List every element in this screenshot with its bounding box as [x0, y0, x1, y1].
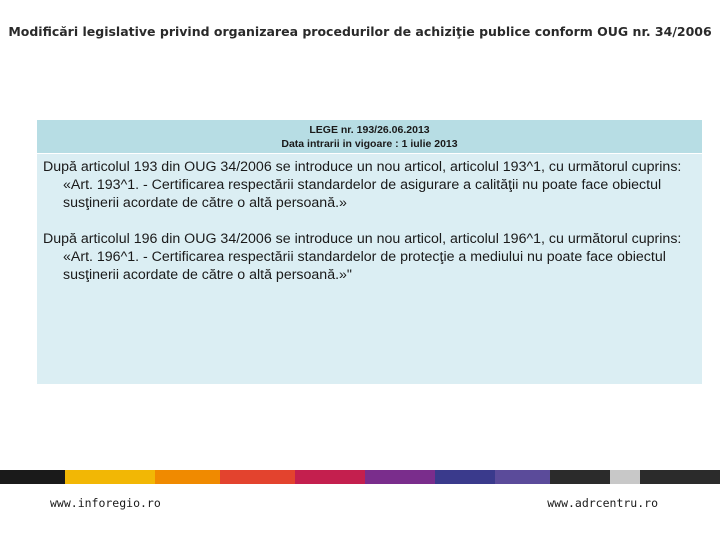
slide-title: Modificări legislative privind organizarea procedurilor de achiziţie publice conform OUG nr. 34/2006 — [8, 24, 712, 39]
law-number: LEGE nr. 193/26.06.2013 — [309, 124, 430, 136]
law-effective-date: Data intrarii in vigoare : 1 iulie 2013 — [281, 138, 458, 150]
color-bar-segment — [220, 470, 295, 484]
footer-link-inforegio[interactable]: www.inforegio.ro — [50, 496, 161, 510]
color-bar-segment — [640, 470, 720, 484]
color-bar-segment — [435, 470, 495, 484]
color-bar-segment — [365, 470, 435, 484]
color-bar-segment — [295, 470, 365, 484]
color-bar-segment — [155, 470, 220, 484]
color-bar-segment — [610, 470, 640, 484]
article-quote: «Art. 196^1. - Certificarea respectării standardelor de protecţie a mediului nu poate face obiectul susţinerii acordate de către o altă persoană.»" — [63, 249, 666, 283]
article-intro: După articolul 193 din OUG 34/2006 se introduce un nou articol, articolul 193^1, cu următorul cuprins: — [43, 159, 682, 175]
color-bar-segment — [0, 470, 65, 484]
law-header — [37, 120, 702, 153]
color-bar-segment — [495, 470, 550, 484]
decorative-color-bar — [0, 470, 720, 484]
article-intro: După articolul 196 din OUG 34/2006 se introduce un nou articol, articolul 196^1, cu următorul cuprins: — [43, 231, 682, 247]
article-paragraph — [43, 230, 696, 284]
color-bar-segment — [65, 470, 155, 484]
content-box — [37, 154, 702, 384]
article-paragraph — [43, 158, 696, 212]
footer-link-adrcentru[interactable]: www.adrcentru.ro — [547, 496, 658, 510]
article-quote: «Art. 193^1. - Certificarea respectării standardelor de asigurare a calităţii nu poate face obiectul susţinerii acordate de către o altă persoană.» — [63, 177, 662, 211]
color-bar-segment — [550, 470, 610, 484]
